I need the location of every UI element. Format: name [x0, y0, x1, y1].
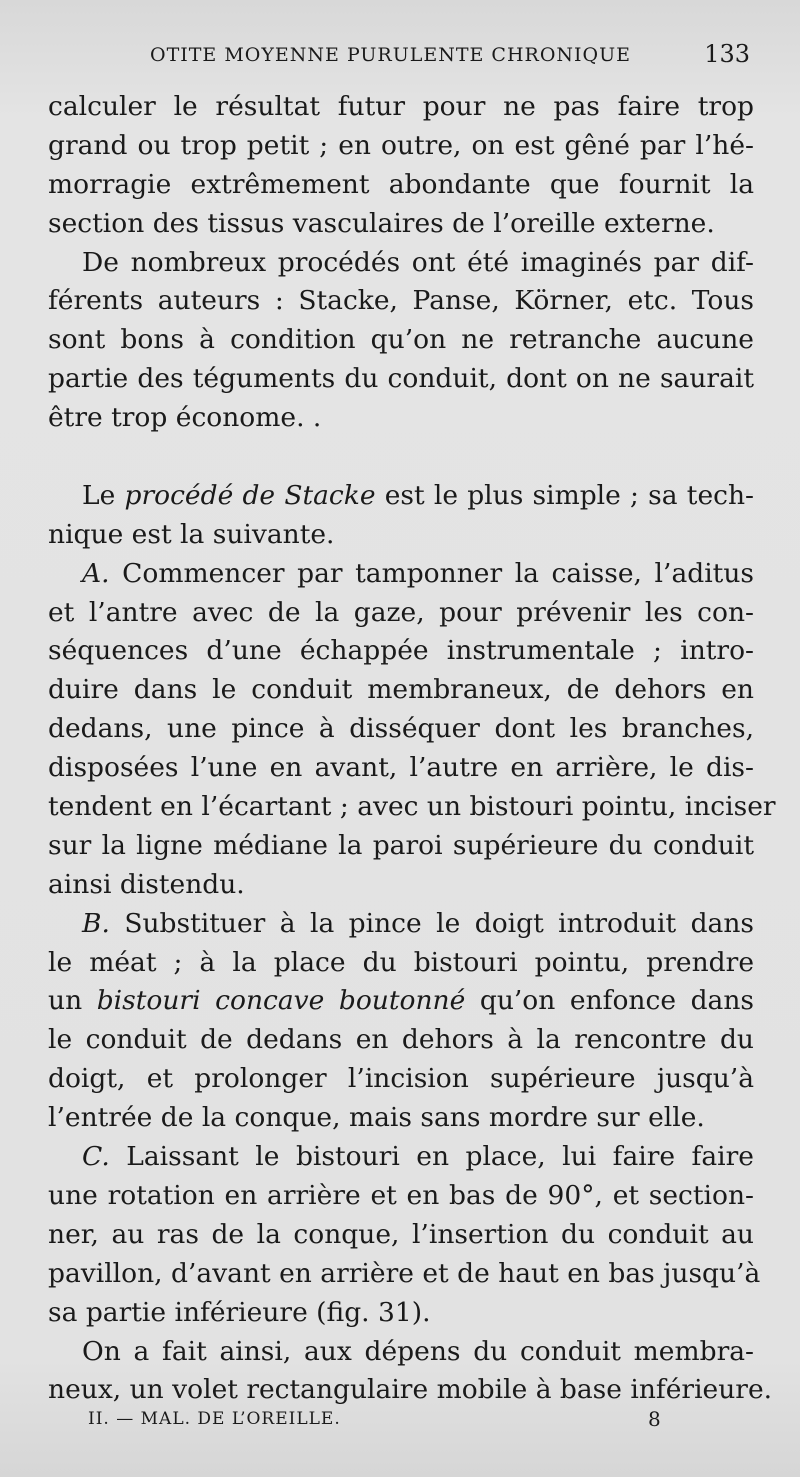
page-footer [88, 1407, 668, 1437]
text-line: neux, un volet rectangulaire mobile à base inférieure. [48, 1374, 773, 1406]
italic-term: procédé de Stacke [124, 479, 376, 511]
step-letter: C. [82, 1141, 110, 1173]
text-line: disposées l’une en avant, l’autre en arrière, le dis- [48, 752, 754, 784]
signature-mark: II. — MAL. DE L’OREILLE. [88, 1409, 341, 1429]
sheet-number: 8 [648, 1407, 662, 1431]
text-line: le conduit de dedans en dehors à la rencontre du [48, 1024, 754, 1056]
text-line [48, 982, 754, 1021]
italic-term: bistouri concave boutonné [96, 985, 466, 1017]
text-line [48, 477, 754, 516]
text-line: On a fait ainsi, aux dépens du conduit membra- [82, 1335, 754, 1367]
text-line [48, 1138, 754, 1177]
text-line: séquences d’une échappée instrumentale ; intro- [48, 635, 754, 667]
text-line: doigt, et prolonger l’incision supérieure jusqu’à [48, 1063, 754, 1095]
running-title: OTITE MOYENNE PURULENTE CHRONIQUE [150, 44, 631, 66]
page-header [150, 40, 750, 74]
text-line: être trop économe. . [48, 402, 322, 434]
text-line: morragie extrêmement abondante que fournit la [48, 168, 754, 200]
text-line: une rotation en arrière et en bas de 90°, et section- [48, 1179, 754, 1211]
text-line: ainsi distendu. [48, 868, 245, 900]
text-line: duire dans le conduit membraneux, de dehors en [48, 674, 754, 706]
text-line: partie des téguments du conduit, dont on ne saurait [48, 363, 754, 395]
text-run: qu’on enfonce dans [465, 985, 755, 1017]
text-line: pavillon, d’avant en arrière et de haut en bas jusqu’à [48, 1257, 761, 1289]
text-line [48, 905, 754, 944]
text-run: Substituer à la pince le doigt introduit dans [109, 907, 754, 939]
text-run: Le [82, 479, 125, 511]
text-line: sur la ligne médiane la paroi supérieure du conduit [48, 829, 754, 861]
text-line: tendent en l’écartant ; avec un bistouri pointu, inciser [48, 791, 776, 823]
step-letter: B. [82, 907, 110, 939]
text-line: nique est la suivante. [48, 518, 335, 550]
text-run: un [48, 985, 97, 1017]
text-line: calculer le résultat futur pour ne pas faire trop [48, 91, 754, 122]
text-line: sa partie inférieure (fig. 31). [48, 1296, 431, 1328]
step-letter: A. [82, 557, 110, 589]
text-line: l’entrée de la conque, mais sans mordre sur elle. [48, 1102, 705, 1134]
text-run: Commencer par tamponner la caisse, l’aditus [109, 557, 754, 589]
text-line [48, 555, 754, 594]
text-line: sont bons à condition qu’on ne retranche aucune [48, 324, 754, 356]
text-line: férents auteurs : Stacke, Panse, Körner, etc. Tous [48, 285, 754, 317]
body-text [48, 88, 776, 1410]
text-run: Laissant le bistouri en place, lui faire faire [109, 1141, 754, 1173]
page-number: 133 [704, 40, 750, 68]
text-line: ner, au ras de la conque, l’insertion du conduit au [48, 1218, 754, 1250]
text-line: et l’antre avec de la gaze, pour prévenir les con- [48, 596, 754, 628]
text-line: De nombreux procédés ont été imaginés par dif- [82, 246, 754, 278]
text-line: dedans, une pince à disséquer dont les branches, [48, 713, 754, 745]
text-line: grand ou trop petit ; en outre, on est gêné par l’hé- [48, 129, 754, 161]
text-run: est le plus simple ; sa tech- [375, 479, 754, 511]
text-line: section des tissus vasculaires de l’oreille externe. [48, 207, 715, 239]
text-line: le méat ; à la place du bistouri pointu, prendre [48, 946, 754, 978]
paragraph-gap [48, 438, 754, 477]
